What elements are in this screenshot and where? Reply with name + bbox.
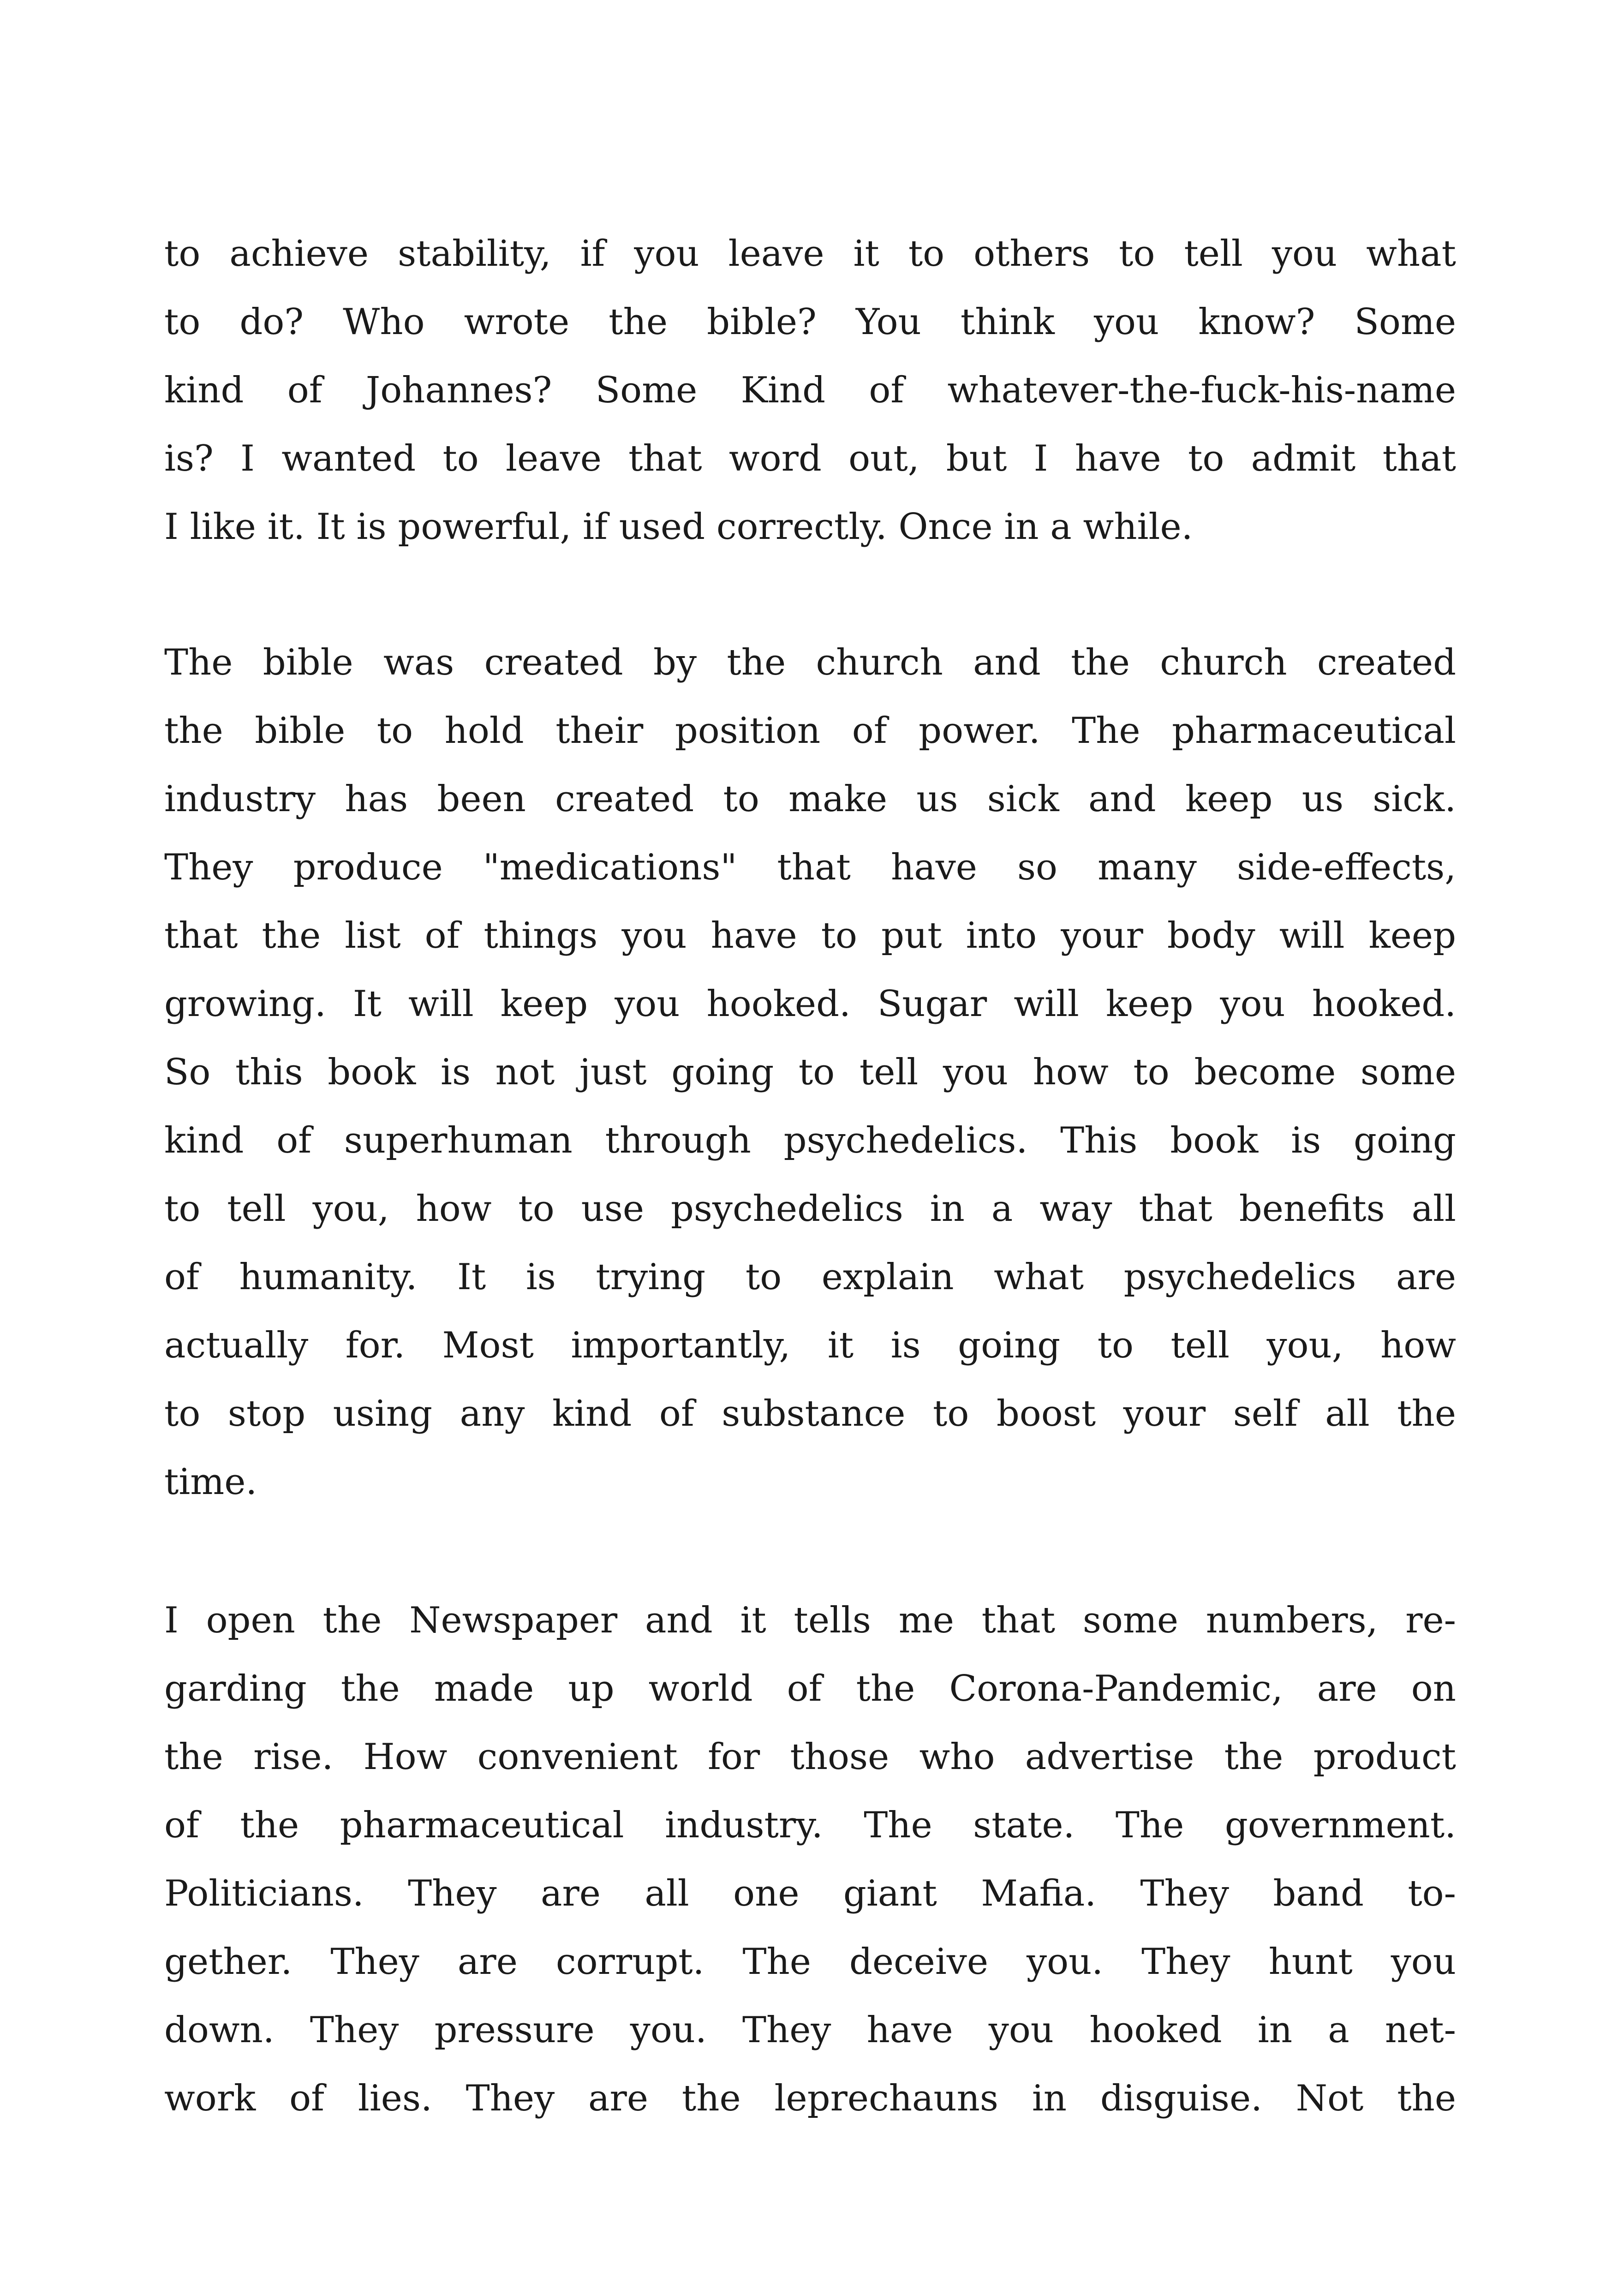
paragraph xyxy=(164,628,1456,1516)
text-line: So this book is not just going to tell you how to become some xyxy=(164,1052,1456,1093)
text-line: Politicians. They are all one giant Mafia. They band to- xyxy=(164,1873,1456,1914)
text-line: The bible was created by the church and the church created xyxy=(164,642,1456,683)
text-line: of the pharmaceutical industry. The state. The government. xyxy=(164,1805,1456,1846)
text-line: of humanity. It is trying to explain what psychedelics are xyxy=(164,1256,1456,1298)
text-line: is? I wanted to leave that word out, but I have to admit that xyxy=(164,438,1456,479)
text-line: the bible to hold their position of power. The pharmaceutical xyxy=(164,710,1456,752)
text-line: industry has been created to make us sick and keep us sick. xyxy=(164,778,1456,820)
text-line: work of lies. They are the leprechauns in disguise. Not the xyxy=(164,2078,1456,2119)
text-line: to tell you, how to use psychedelics in a way that benefits all xyxy=(164,1188,1456,1230)
text-line: down. They pressure you. They have you hooked in a net- xyxy=(164,2009,1456,2051)
text-line: that the list of things you have to put into your body will keep xyxy=(164,915,1456,956)
text-line: kind of Johannes? Some Kind of whatever-the-fuck-his-name xyxy=(164,370,1456,411)
text-line: to achieve stability, if you leave it to others to tell you what xyxy=(164,233,1456,275)
text-line: They produce "medications" that have so many side-effects, xyxy=(164,847,1456,888)
text-line: gether. They are corrupt. The deceive you. They hunt you xyxy=(164,1941,1456,1983)
paragraph xyxy=(164,1586,1456,2133)
text-line: to do? Who wrote the bible? You think you know? Some xyxy=(164,301,1456,343)
text-line: actually for. Most importantly, it is going to tell you, how xyxy=(164,1325,1456,1366)
paragraph xyxy=(164,220,1456,561)
text-line: kind of superhuman through psychedelics. This book is going xyxy=(164,1120,1456,1161)
text-line: garding the made up world of the Corona-Pandemic, are on xyxy=(164,1668,1456,1709)
text-line: growing. It will keep you hooked. Sugar will keep you hooked. xyxy=(164,983,1456,1025)
text-line: to stop using any kind of substance to boost your self all the xyxy=(164,1393,1456,1434)
text-line: I open the Newspaper and it tells me that some numbers, re- xyxy=(164,1600,1456,1641)
text-line: the rise. How convenient for those who advertise the product xyxy=(164,1736,1456,1778)
text-line: time. xyxy=(164,1461,257,1503)
text-line: I like it. It is powerful, if used correctly. Once in a while. xyxy=(164,506,1193,548)
